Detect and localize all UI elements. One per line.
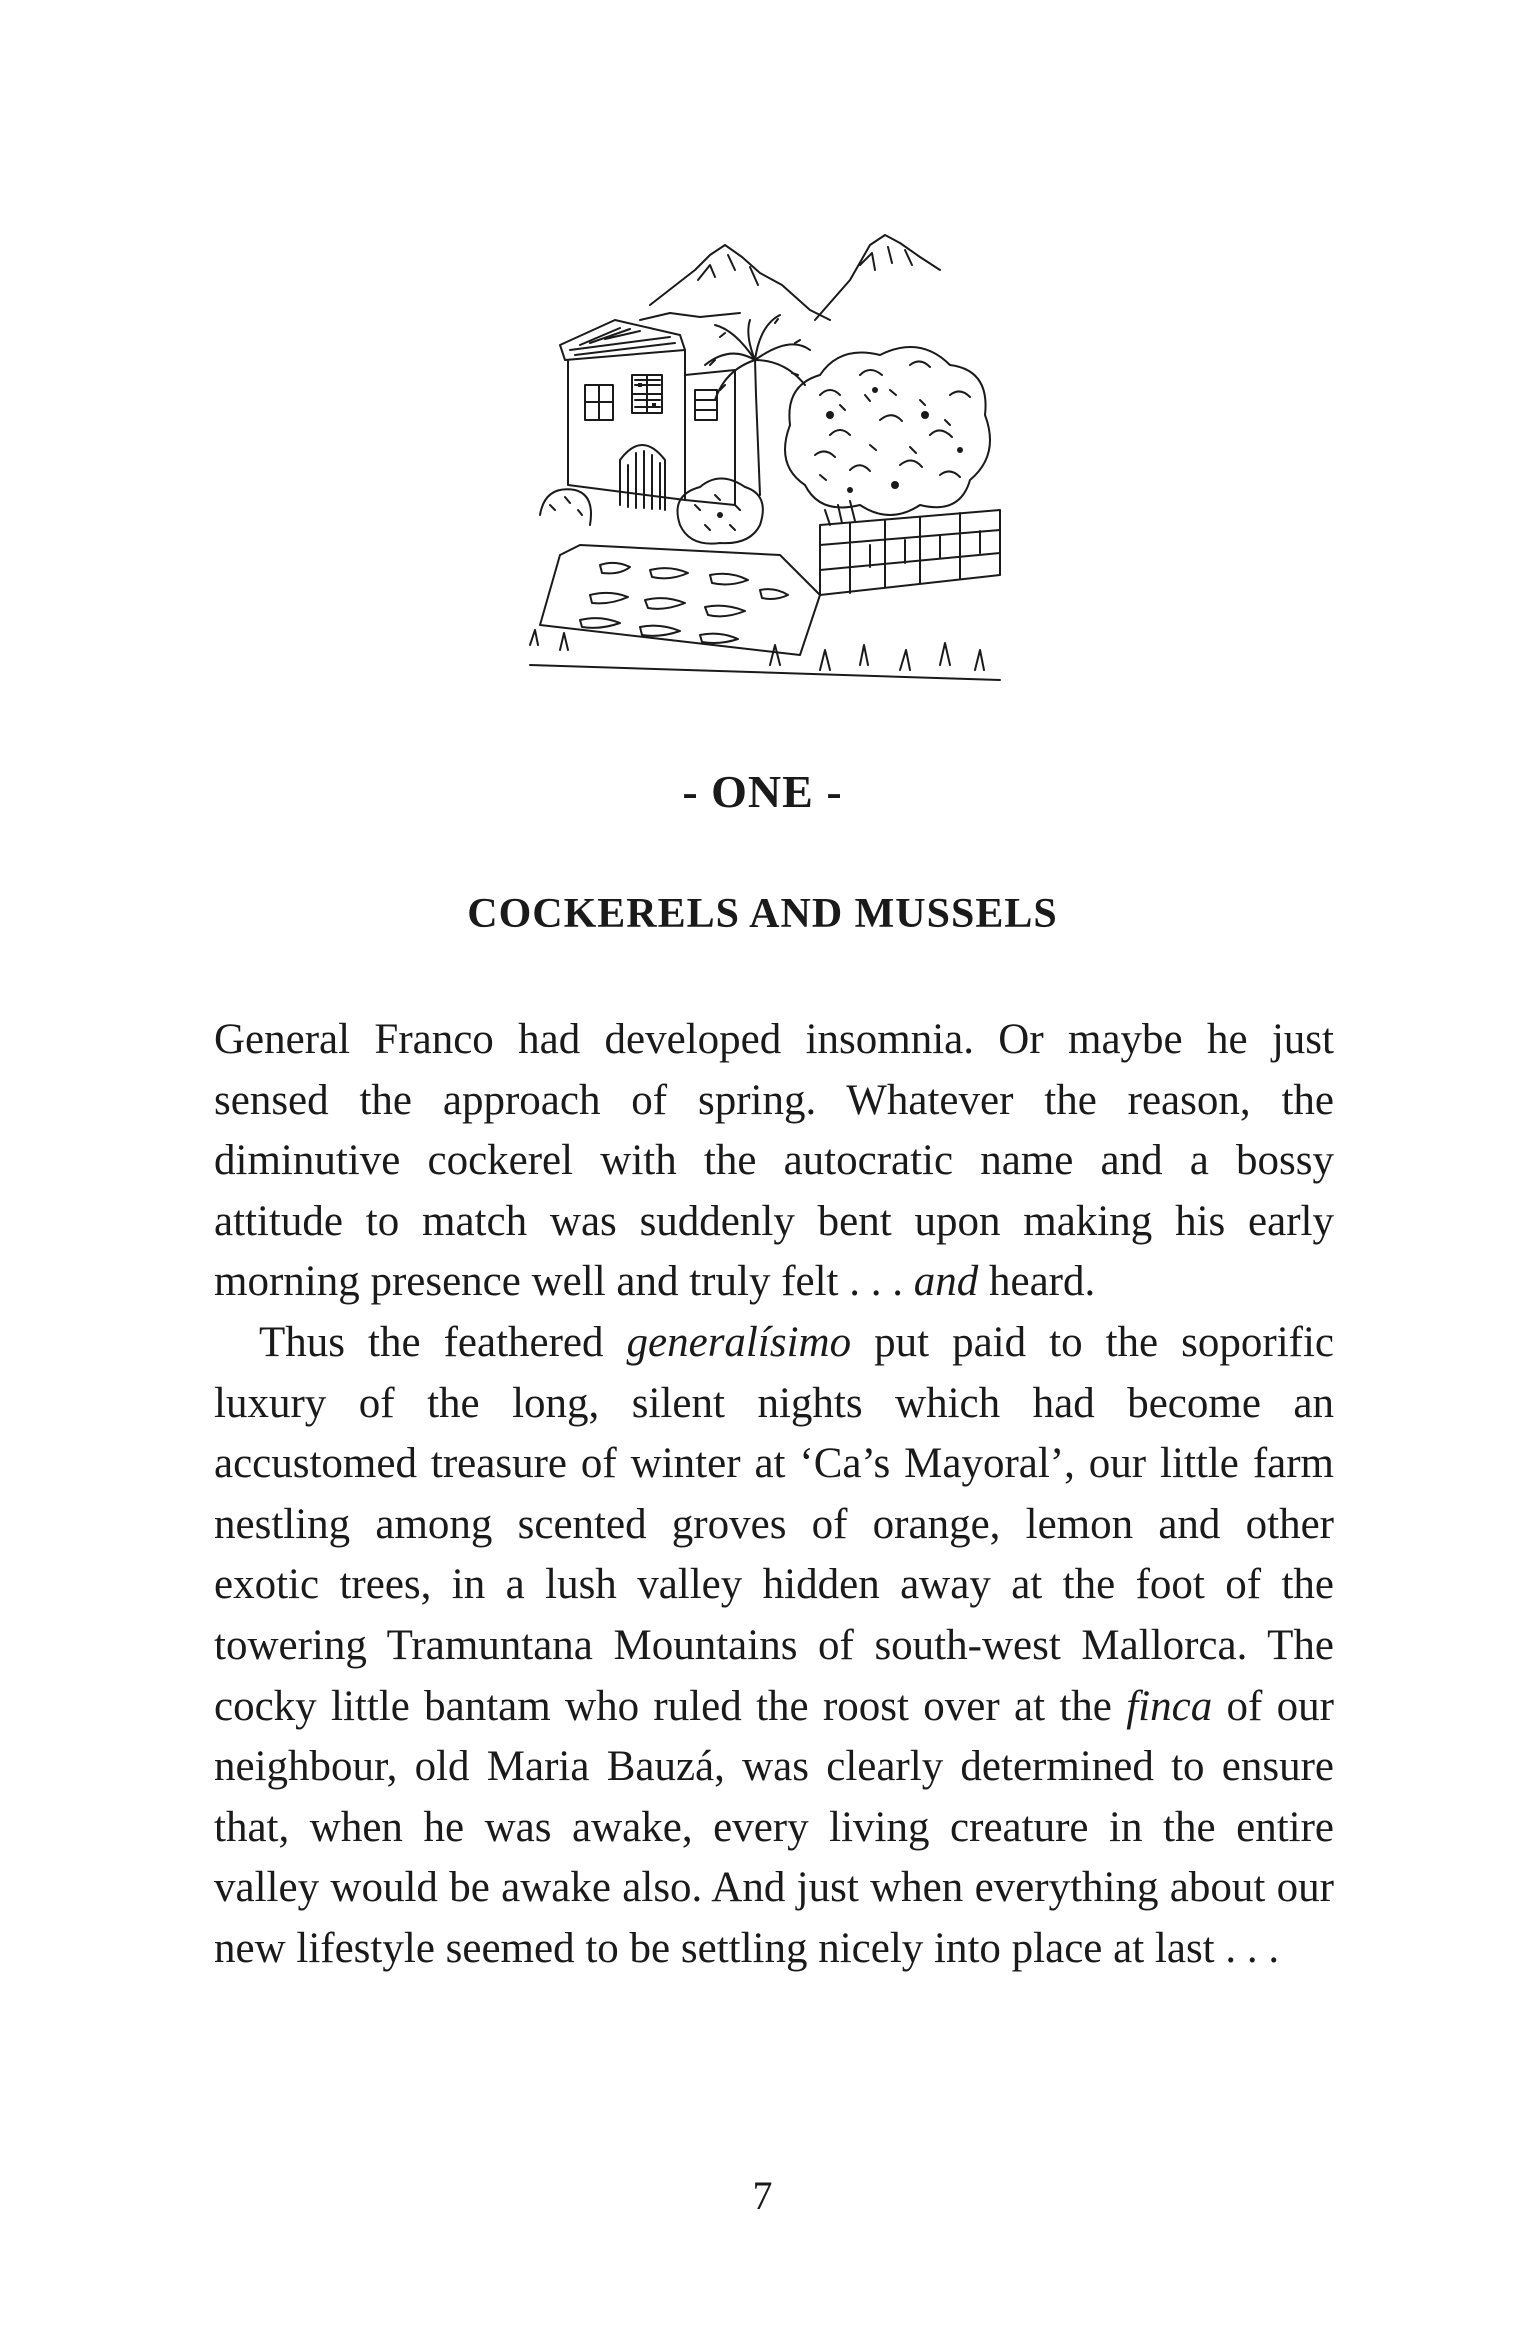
text-run: put paid to the soporific luxury of the long, silent nights which had become an accustomed treasure of winter at ‘Ca’s Mayoral’, our little farm nestling among scented groves of orange, lemon and other exotic trees, in a lush valley hidden away at the foot of the towering Tramuntana Mountains of south-west Mallorca. The cocky little bantam who ruled the roost over at the	[214, 1318, 1334, 1730]
stone-wall	[820, 510, 1000, 595]
chapter-title: COCKERELS AND MUSSELS	[467, 891, 1058, 937]
chapter-number: - ONE -	[682, 766, 843, 817]
italic-word: finca	[1126, 1682, 1213, 1730]
text-run: heard.	[978, 1258, 1096, 1306]
italic-word: and	[913, 1258, 979, 1306]
house-door	[620, 445, 665, 510]
farmhouse-illustration	[520, 225, 1020, 695]
mountain-right	[815, 235, 940, 320]
palm-tree	[755, 360, 760, 495]
text-run: of our neighbour, old Maria Bauzá, was clearly determined to ensure that, when he was awake, every living creature in the entire valley would be awake also. And just when everything about our new lifestyle seemed to be settling nicely into place at last . . .	[214, 1682, 1334, 1972]
body-text	[214, 1010, 1334, 1980]
house-walls	[568, 350, 685, 500]
italic-word: generalísimo	[626, 1318, 852, 1366]
text-run: General Franco had developed insomnia. Or maybe he just sensed the approach of spring. Whatever the reason, the diminutive cockerel with the autocratic name and a bossy attitude to match was suddenly bent upon making his early morning presence well and truly felt . . .	[214, 1016, 1334, 1306]
bush	[678, 479, 763, 544]
courtyard-path	[540, 545, 820, 655]
mountain-left	[650, 245, 830, 320]
tree-canopy	[785, 347, 990, 515]
text-run: Thus the feathered	[259, 1318, 627, 1366]
paragraph	[214, 1313, 1334, 1980]
page-number: 7	[752, 2173, 773, 2218]
paragraph	[214, 1010, 1334, 1313]
